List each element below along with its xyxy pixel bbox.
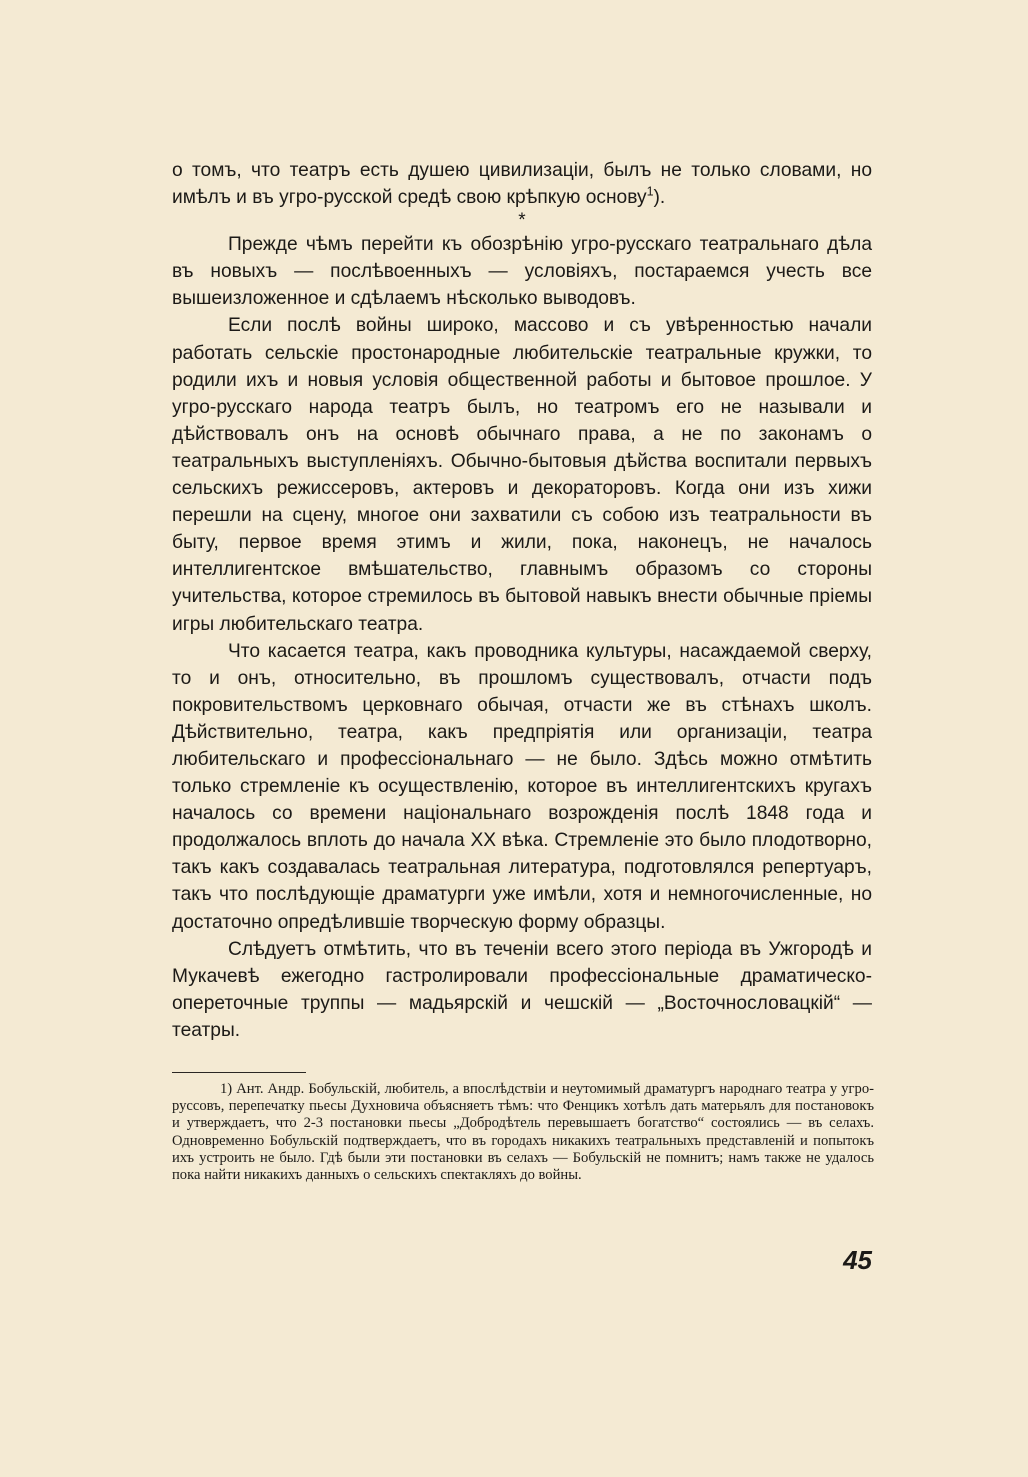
main-text (172, 157, 872, 1044)
footnote-reference[interactable]: 1 (646, 184, 654, 199)
intro-paragraph: о томъ, что театръ есть душею цивилизаціи, былъ не только словами, но имѣлъ и въ угро-русской средѣ свою крѣпкую основу$^1$). (172, 160, 872, 209)
paragraph: Слѣдуетъ отмѣтить, что въ теченіи всего этого періода въ Ужгородѣ и Мукачевѣ ежегодно гастролировали профессіональные драматическо-опереточные труппы — мадьярскій и чешскій — „Восточнословацкій“ — театры. (172, 938, 872, 1041)
footnote-text: 1) Ант. Андр. Бобульскій, любитель, а впослѣдствіи и неутомимый драматургъ народнаго театра у угро-руссовъ, перепечатку пьесы Духновича объясняетъ тѣмъ: что Фенцикъ хотѣлъ дать матерьялъ для постановокъ и утверждаетъ, что 2-3 постановки пьесы „Добродѣтель перевышаетъ богатство“ состоялись — въ селахъ. Одновременно Бобульскій подтверждаетъ, что въ городахъ никакихъ театральныхъ представленій и попытокъ ихъ устроить не было. Гдѣ были эти постановки въ селахъ — Бобульскій не помнитъ; намъ также не удалось пока найти никакихъ данныхъ о сельскихъ спектакляхъ до войны. (172, 1081, 874, 1184)
footnote-divider (172, 1072, 306, 1073)
section-separator: * (518, 210, 526, 232)
footnote (172, 1081, 874, 1184)
paragraph: Если послѣ войны широко, массово и съ увѣренностью начали работать сельскіе простонародные любительскіе театральные кружки, то родили ихъ и новыя условія общественной работы и бытовое прошлое. У угро-русскаго народа театръ былъ, но театромъ его не называли и дѣйствовалъ онъ на основѣ обычнаго права, а не по законамъ о театральныхъ выступленіяхъ. Обычно-бытовыя дѣйства воспитали первыхъ сельскихъ режиссеровъ, актеровъ и декораторовъ. Когда они изъ хижи перешли на сцену, многое они захватили съ собою изъ театральности въ быту, первое время этимъ и жили, пока, наконецъ, не началось интеллигентское вмѣшательство, главнымъ образомъ со стороны учительства, которое стремилось въ бытовой навыкъ внести обычные пріемы игры любительскаго театра. (172, 315, 872, 635)
footnote-mark: 1 (220, 1081, 228, 1097)
paragraph: Прежде чѣмъ перейти къ обозрѣнію угро-русскаго театральнаго дѣла въ новыхъ — послѣвоенныхъ — условіяхъ, постараемся учесть все вышеизложенное и сдѣлаемъ нѣсколько выводовъ. (172, 234, 872, 310)
page-number: 45 (843, 1245, 872, 1275)
paragraph: Что касается театра, какъ проводника культуры, насаждаемой сверху, то и онъ, относительно, въ прошломъ существовалъ, отчасти подъ покровительствомъ церковнаго обычая, отчасти же въ стѣнахъ школъ. Дѣйствительно, театра, какъ предпріятія или организаціи, театра любительскаго и профессіональнаго — не было. Здѣсь можно отмѣтить только стремленіе къ осуществленію, которое въ интеллигентскихъ кругахъ началось со времени національнаго возрожденія послѣ 1848 года и продолжалось вплоть до начала XX вѣка. Стремленіе это было плодотворно, такъ какъ создавалась театральная литература, подготовлялся репертуаръ, такъ что послѣдующіе драматурги уже имѣли, хотя и немногочисленные, но достаточно опредѣлившіе творческую форму образцы. (172, 640, 872, 933)
